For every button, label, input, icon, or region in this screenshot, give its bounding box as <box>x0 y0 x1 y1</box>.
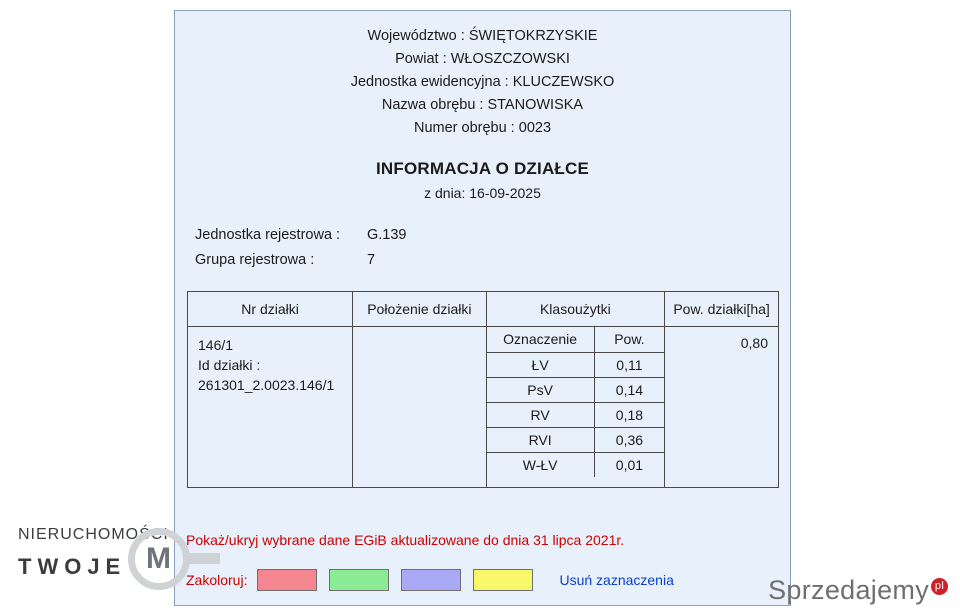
header-label-nazwa-obrebu: Nazwa obrębu : <box>381 97 484 113</box>
header-label-numer-obrebu: Numer obrębu : <box>413 120 515 136</box>
header-row-nazwa-obrebu <box>175 94 790 117</box>
watermark-site <box>768 575 948 606</box>
logo-text-bottom: TWOJE <box>18 554 127 579</box>
key-stem-icon <box>186 553 220 564</box>
watermark-site-name: Sprzedajemy <box>768 575 929 605</box>
klasouzytki-header-row <box>487 327 665 352</box>
klasouzytki-area: 0,18 <box>594 402 664 427</box>
parcel-info-document <box>174 10 791 606</box>
color-swatch-red[interactable] <box>257 569 317 591</box>
egib-note[interactable]: Pokaż/ukryj wybrane dane EGiB aktualizowane do dnia 31 lipca 2021r. <box>186 532 625 548</box>
header-value-nazwa-obrebu: STANOWISKA <box>487 97 584 113</box>
klasouzytki-code: RVI <box>487 427 595 452</box>
document-title: INFORMACJA O DZIAŁCE <box>375 159 590 178</box>
registry-value-jednostka: G.139 <box>367 227 407 243</box>
document-date: z dnia: 16-09-2025 <box>424 185 541 201</box>
column-header-pow-dzialki: Pow. działki[ha] <box>665 292 779 327</box>
parcel-table-header-row <box>188 292 779 327</box>
color-swatch-blue[interactable] <box>401 569 461 591</box>
parcel-area-value: 0,80 <box>740 335 768 351</box>
klasouzytki-area: 0,11 <box>594 352 664 377</box>
parcel-table-wrapper <box>187 291 778 488</box>
cell-polozenie <box>353 327 486 488</box>
list-item <box>487 377 665 402</box>
color-swatch-green[interactable] <box>329 569 389 591</box>
column-header-nr-dzialki: Nr działki <box>188 292 353 327</box>
clear-selection-link[interactable]: Usuń zaznaczenia <box>559 572 674 588</box>
color-toolbar-label: Zakoloruj: <box>186 572 248 588</box>
watermark-logo <box>10 520 210 598</box>
registry-label-jednostka: Jednostka rejestrowa : <box>195 227 341 243</box>
klasouzytki-column-oznaczenie: Oznaczenie <box>487 327 595 352</box>
cell-nr-dzialki <box>188 327 353 488</box>
parcel-id-value: 261301_2.0023.146/1 <box>198 377 335 393</box>
list-item <box>487 352 665 377</box>
cell-pow-dzialki <box>665 327 779 488</box>
klasouzytki-code: RV <box>487 402 595 427</box>
header-label-jednostka-ewidencyjna: Jednostka ewidencyjna : <box>350 74 509 90</box>
document-header <box>175 11 790 140</box>
klasouzytki-table <box>487 327 665 477</box>
color-swatch-yellow[interactable] <box>473 569 533 591</box>
parcel-table <box>187 291 779 488</box>
klasouzytki-column-pow: Pow. <box>594 327 664 352</box>
header-label-wojewodztwo: Województwo : <box>367 28 465 44</box>
klasouzytki-area: 0,01 <box>594 452 664 477</box>
registry-block <box>175 223 790 273</box>
klasouzytki-code: ŁV <box>487 352 595 377</box>
list-item <box>487 427 665 452</box>
header-value-numer-obrebu: 0023 <box>518 120 552 136</box>
klasouzytki-area: 0,36 <box>594 427 664 452</box>
list-item <box>487 402 665 427</box>
title-block <box>175 159 790 201</box>
logo-badge-letter: M <box>146 542 171 575</box>
registry-row-grupa <box>195 248 790 273</box>
parcel-id-label: Id działki : <box>198 357 261 373</box>
header-value-wojewodztwo: ŚWIĘTOKRZYSKIE <box>468 28 598 44</box>
header-value-powiat: WŁOSZCZOWSKI <box>450 51 570 67</box>
header-row-numer-obrebu <box>175 117 790 140</box>
cell-klasouzytki <box>486 327 665 488</box>
registry-row-jednostka <box>195 223 790 248</box>
registry-label-grupa: Grupa rejestrowa : <box>195 252 315 268</box>
header-row-jednostka-ewidencyjna <box>175 71 790 94</box>
header-value-jednostka-ewidencyjna: KLUCZEWSKO <box>512 74 615 90</box>
klasouzytki-code: PsV <box>487 377 595 402</box>
logo-text-top: NIERUCHOMOŚCI <box>18 526 169 543</box>
column-header-polozenie: Położenie działki <box>353 292 486 327</box>
klasouzytki-code: W-ŁV <box>487 452 595 477</box>
table-row <box>188 327 779 488</box>
parcel-number: 146/1 <box>198 337 234 353</box>
header-label-powiat: Powiat : <box>395 51 447 67</box>
watermark-site-tld: pl <box>931 578 948 595</box>
klasouzytki-area: 0,14 <box>594 377 664 402</box>
color-toolbar <box>186 569 674 591</box>
column-header-klasouzytki: Klasoużytki <box>486 292 665 327</box>
registry-value-grupa: 7 <box>367 252 376 268</box>
list-item <box>487 452 665 477</box>
header-row-wojewodztwo <box>175 25 790 48</box>
header-row-powiat <box>175 48 790 71</box>
